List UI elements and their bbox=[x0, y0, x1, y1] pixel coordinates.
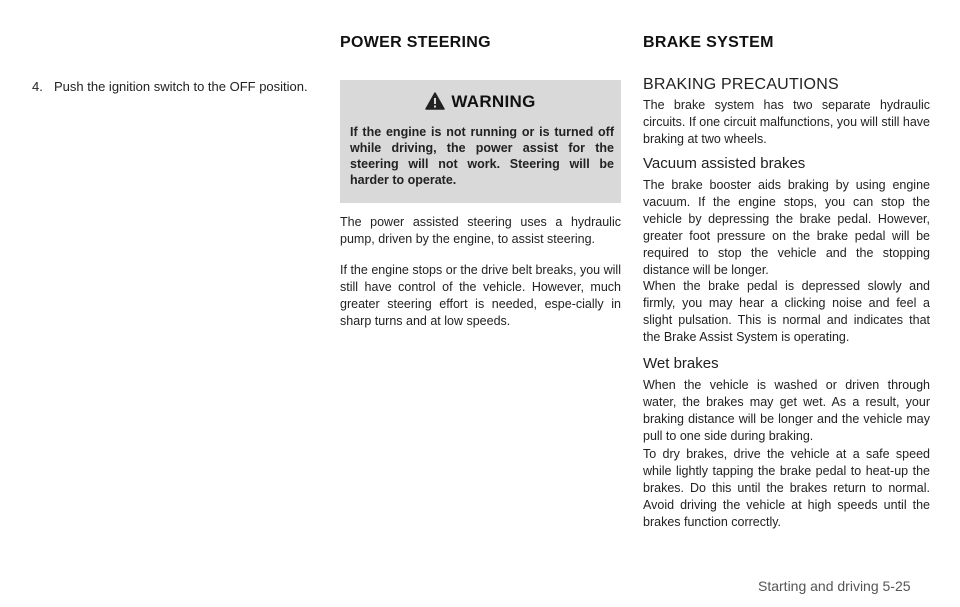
warning-label: WARNING bbox=[451, 92, 536, 111]
page-footer: Starting and driving 5-25 bbox=[758, 578, 911, 594]
wet-brakes-paragraph-2: To dry brakes, drive the vehicle at a safe speed while lightly tapping the brake pedal to heat-up the brakes. Do this until the brakes return to normal. Avoid driving the vehicle at high speeds until the brakes function correctly. bbox=[643, 447, 930, 529]
step-item bbox=[32, 78, 332, 96]
warning-box bbox=[340, 80, 621, 203]
braking-precautions-text: The brake system has two separate hydraulic circuits. If one circuit malfunctions, you will still have braking at two wheels. bbox=[643, 98, 930, 146]
warning-triangle-icon bbox=[425, 92, 445, 115]
power-steering-title: POWER STEERING bbox=[340, 34, 491, 51]
warning-header bbox=[340, 92, 621, 115]
warning-text: If the engine is not running or is turned off while driving, the power assist for the steering will not work. Steering will be harder to operate. bbox=[350, 125, 614, 187]
wet-brakes-heading: Wet brakes bbox=[643, 355, 719, 372]
step-text: Push the ignition switch to the OFF position. bbox=[54, 79, 308, 94]
vacuum-brakes-paragraph-1: The brake booster aids braking by using engine vacuum. If the engine stops, you can stop the vehicle by depressing the brake pedal. However, greater foot pressure on the brake pedal will be required to stop the vehicle and the stopping distance will be longer. bbox=[643, 178, 930, 277]
vacuum-brakes-paragraph-2: When the brake pedal is depressed slowly and firmly, you may hear a clicking noise and feel a slight pulsation. This is normal and indicates that the Brake Assist System is operating. bbox=[643, 279, 930, 344]
braking-precautions-heading: BRAKING PRECAUTIONS bbox=[643, 76, 839, 93]
step-number: 4. bbox=[32, 79, 43, 94]
power-steering-paragraph-1: The power assisted steering uses a hydraulic pump, driven by the engine, to assist steering. bbox=[340, 215, 621, 246]
vacuum-brakes-heading: Vacuum assisted brakes bbox=[643, 155, 806, 172]
brake-system-title: BRAKE SYSTEM bbox=[643, 34, 774, 51]
power-steering-paragraph-2: If the engine stops or the drive belt breaks, you will still have control of the vehicle. However, much greater steering effort is needed, espe-cially in sharp turns and at low speeds. bbox=[340, 263, 621, 328]
wet-brakes-paragraph-1: When the vehicle is washed or driven through water, the brakes may get wet. As a result, your braking distance will be longer and the vehicle may pull to one side during braking. bbox=[643, 378, 930, 443]
